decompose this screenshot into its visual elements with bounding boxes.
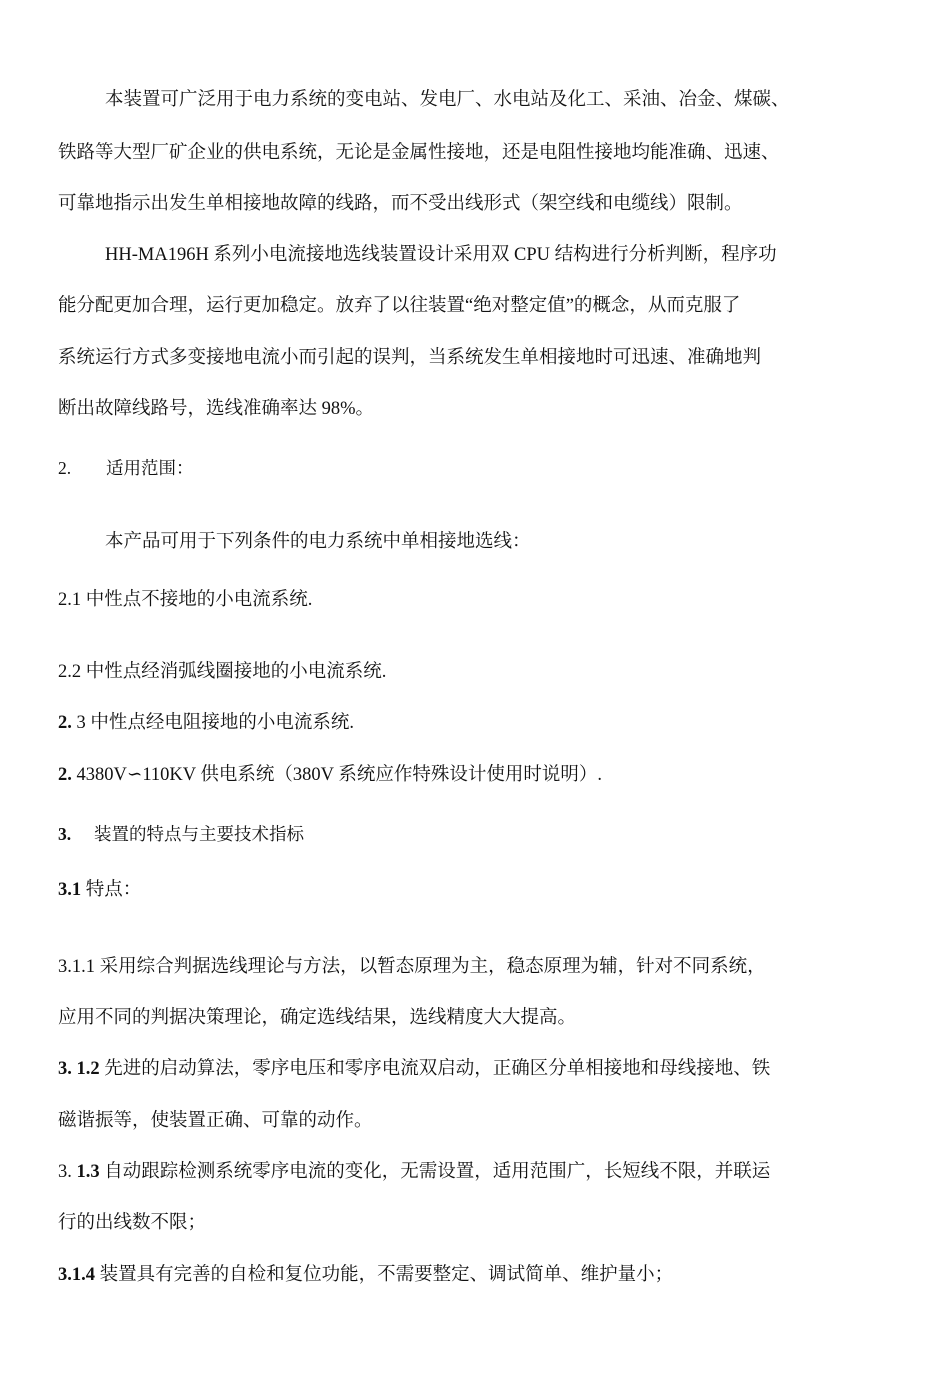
paragraph-1-line-1: 本装置可广泛用于电力系统的变电站、发电厂、水电站及化工、采油、冶金、煤碳、 <box>105 90 790 110</box>
paragraph-1-line-3: 可靠地指示出发生单相接地故障的线路，而不受出线形式（架空线和电缆线）限制。 <box>58 194 743 214</box>
subsection-title: 特点： <box>81 880 142 900</box>
feature-3-1-2-line-1 <box>58 1057 893 1081</box>
item-text: 中性点经消弧线圈接地的小电流系统. <box>81 662 387 682</box>
section-2-item-4 <box>58 763 893 787</box>
feature-3-1-2-line-2: 磁谐振等，使装置正确、可靠的动作。 <box>58 1111 373 1131</box>
section-3-heading <box>58 822 893 847</box>
feature-3-1-4-line-1 <box>58 1263 893 1287</box>
feature-number-b: 1.2 <box>71 1059 100 1079</box>
paragraph-2-line-4: 断出故障线路号，选线准确率达 98%。 <box>58 399 375 419</box>
paragraph-2-line-1: HH-MA196H 系列小电流接地选线装置设计采用双 CPU 结构进行分析判断，程序功 <box>105 245 777 265</box>
item-number: 2. <box>58 713 72 733</box>
feature-text: 先进的启动算法，零序电压和零序电流双启动，正确区分单相接地和母线接地、铁 <box>99 1059 771 1079</box>
section-2-number: 2. <box>58 458 72 478</box>
feature-text: 装置具有完善的自检和复位功能，不需要整定、调试简单、维护量小； <box>95 1265 674 1285</box>
item-text: 4380V∽110KV 供电系统（380V 系统应作特殊设计使用时说明）. <box>71 765 602 785</box>
subsection-number: 3.1 <box>58 880 82 900</box>
feature-text: 采用综合判据选线理论与方法，以暂态原理为主，稳态原理为辅，针对不同系统， <box>95 957 766 977</box>
section-2-item-3 <box>58 711 893 735</box>
feature-number-a: 3. <box>58 1162 72 1182</box>
feature-3-1-3-line-1 <box>58 1160 893 1184</box>
section-2-title: 适用范围： <box>106 459 194 479</box>
item-number: 2.1 <box>58 590 82 610</box>
section-2-item-1 <box>58 588 893 612</box>
subsection-3-1-heading <box>58 878 893 902</box>
item-number: 2.2 <box>58 662 82 682</box>
item-text: 3 中性点经电阻接地的小电流系统. <box>71 713 355 733</box>
paragraph-2-line-2: 能分配更加合理，运行更加稳定。放弃了以往装置“绝对整定值”的概念，从而克服了 <box>58 296 741 316</box>
section-3-title: 装置的特点与主要技术指标 <box>94 825 304 845</box>
paragraph-1-line-2: 铁路等大型厂矿企业的供电系统，无论是金属性接地，还是电阻性接地均能准确、迅速、 <box>58 143 780 163</box>
feature-3-1-1-line-2: 应用不同的判据决策理论，确定选线结果，选线精度大大提高。 <box>58 1008 577 1028</box>
section-3-number: 3. <box>58 824 72 844</box>
feature-number-a: 3. <box>58 1059 72 1079</box>
item-number: 2. <box>58 765 72 785</box>
section-2-intro: 本产品可用于下列条件的电力系统中单相接地选线： <box>105 532 531 552</box>
item-text: 中性点不接地的小电流系统. <box>81 590 313 610</box>
feature-3-1-1-line-1 <box>58 955 893 979</box>
feature-text: 自动跟踪检测系统零序电流的变化，无需设置，适用范围广，长短线不限，并联运 <box>99 1162 771 1182</box>
feature-number-b: 1.3 <box>71 1162 100 1182</box>
feature-number: 3.1.1 <box>58 957 95 977</box>
section-2-item-2 <box>58 660 893 684</box>
paragraph-2-line-3: 系统运行方式多变接地电流小而引起的误判，当系统发生单相接地时可迅速、准确地判 <box>58 348 762 368</box>
section-2-heading <box>58 456 893 481</box>
feature-number: 3.1.4 <box>58 1265 95 1285</box>
feature-3-1-3-line-2: 行的出线数不限； <box>58 1213 207 1233</box>
